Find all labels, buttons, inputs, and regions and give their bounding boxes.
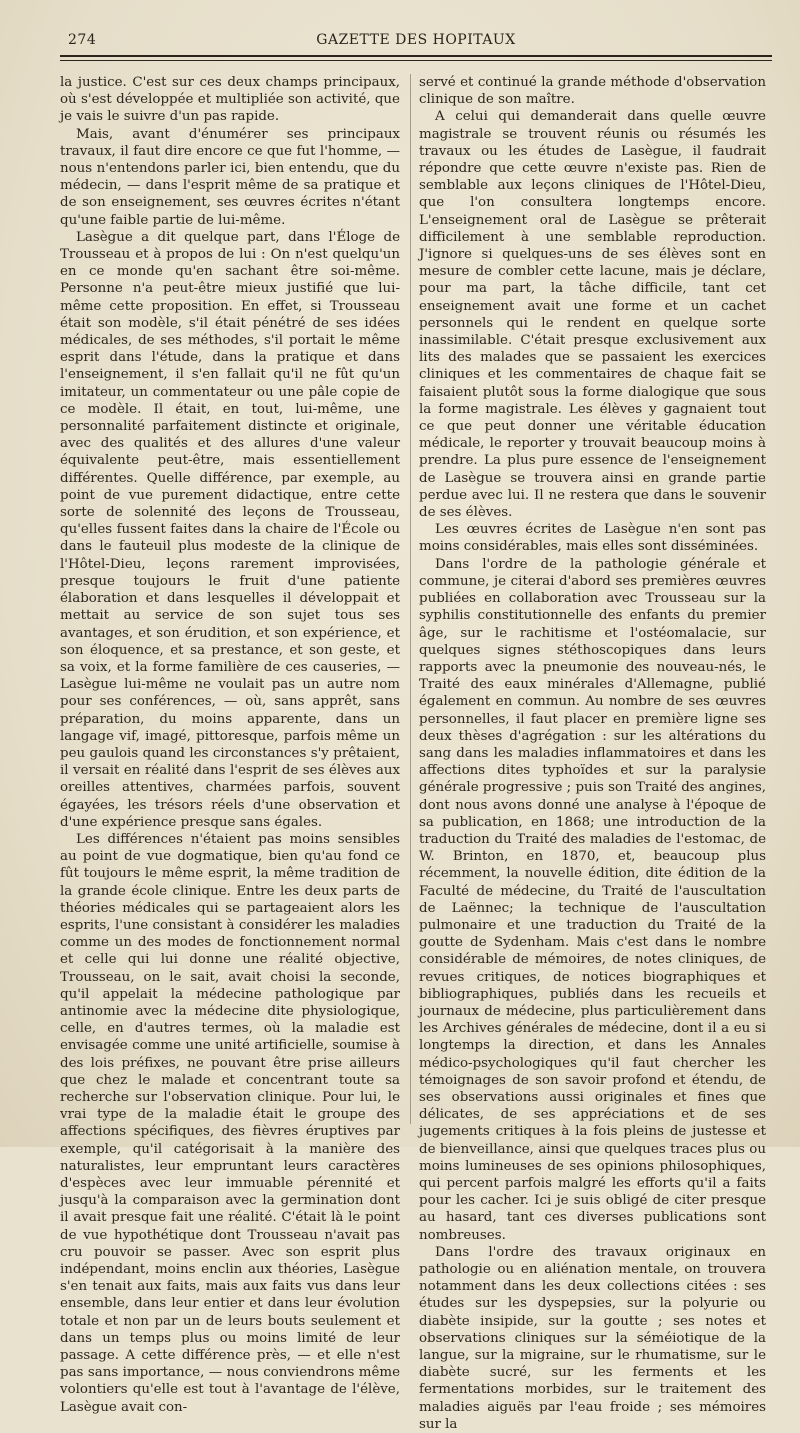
- journal-title: GAZETTE DES HOPITAUX: [316, 32, 516, 48]
- page-header: [60, 30, 772, 54]
- paragraph: Dans l'ordre de la pathologie générale et commune, je citerai d'abord ses premières œuvres publiées en collaboration avec Trousseau sur la syphilis constitutionnelle des enfants du premier âge, sur le rachitisme et l'ostéomalacie, sur quelques signes stéthoscopiques dans leurs rapports avec la pneumonie des nouveau-nés, le Traité des eaux minérales d'Allemagne, publié également en commun. Au nombre de ses œuvres personnelles, il faut placer en première ligne ses deux thèses d'agrégation : sur les altérations du sang dans les maladies inflammatoires et dans les affections dites typhoïdes et sur la paralysie générale progressive ; puis son Traité des angines, dont nous avons donné une analyse à l'époque de sa publication, en 1868; une introduction de la traduction du Traité des maladies de l'estomac, de W. Brinton, en 1870, et, beaucoup plus récemment, la nouvelle édition, dite édition de la Faculté de médecine, du Traité de l'auscultation de Laënnec; la technique de l'auscultation pulmonaire et une traduction du Traité de la goutte de Sydenham. Mais c'est dans le nombre considérable de mémoires, de notes cliniques, de revues critiques, de notices biographiques et bibliographiques, publiés dans les recueils et journaux de médecine, plus particulièrement dans les Archives générales de médecine, dont il a eu si longtemps la direction, et dans les Annales médico-psychologiques qu'il faut chercher les témoignages de son savoir profond et étendu, de ses observations aussi originales et fines que délicates, de ses appréciations et de ses jugements critiques à la fois pleins de justesse et de bienveillance, ainsi que quelques traces plus ou moins lumineuses de ses opinions philosophiques, qui percent parfois malgré les efforts qu'il a faits pour les cacher. Ici je suis obligé de citer presque au hasard, tant ces diverses publications sont nombreuses.: [419, 556, 766, 1243]
- paragraph: Les différences n'étaient pas moins sensibles au point de vue dogmatique, bien qu'au fond ce fût toujours le même esprit, la même tradition de la grande école clinique. Entre les deux parts de théories médicales qui se partageaient alors les esprits, l'une consistant à considérer les maladies comme un des modes de fonctionnement normal et celle qui lui donne une réalité objective, Trousseau, on le sait, avait choisi la seconde, qu'il appelait la médecine pathologique par antinomie avec la médecine dite physiologique, celle, en d'autres termes, où la maladie est envisagée comme une unité artificielle, soumise à des lois préfixes, ne pouvant être prise ailleurs que chez le malade et concentrant toute sa recherche sur l'observation clinique. Pour lui, le vrai type de la maladie était le groupe des affections spécifiques, des fièvres éruptives par exemple, qu'il catégorisait à la manière des naturalistes, leur empruntant leurs caractères d'espèces avec leur immuable pérennité et jusqu'à la comparaison avec la germination dont il avait presque fait une réalité. C'était là le point de vue hypothétique dont Trousseau n'avait pas cru pouvoir se passer. Avec son esprit plus indépendant, moins enclin aux théories, Lasègue s'en tenait aux faits, mais aux faits vus dans leur ensemble, dans leur entier et dans leur évolution totale et non par un de leurs bouts seulement et dans un temps plus ou moins limité de leur passage. A cette différence près, — et elle n'est pas sans importance, — nous conviendrons même volontiers qu'elle est tout à l'avantage de l'élève, Lasègue avait con-: [60, 831, 400, 1415]
- paragraph: Les œuvres écrites de Lasègue n'en sont pas moins considérables, mais elles sont disséminées.: [419, 522, 766, 555]
- right-column: [419, 74, 766, 1433]
- header-rule-thick: [60, 55, 772, 57]
- paragraph: Dans l'ordre des travaux originaux en pathologie ou en aliénation mentale, on trouvera notamment dans les deux collections citées : ses études sur les dyspepsies, sur la polyurie ou diabète insipide, sur la goutte ; ses notes et observations cliniques sur la séméiotique de la langue, sur la migraine, sur le rhumatisme, sur le diabète sucré, sur les ferments et les fermentations morbides, sur le traitement des maladies aiguës par l'eau froide ; ses mémoires sur la: [419, 1244, 766, 1432]
- column-divider: [410, 74, 411, 1124]
- page-number: 274: [68, 32, 97, 48]
- left-column: [60, 74, 400, 1416]
- paragraph: Lasègue a dit quelque part, dans l'Éloge de Trousseau et à propos de lui : On n'est quelqu'un en ce monde qu'en sachant être soi-même. Personne n'a peut-être mieux justifié que lui-même cette proposition. En effet, si Trousseau était son modèle, s'il était pénétré de ses idées médicales, de ses méthodes, s'il portait le même esprit dans l'étude, dans la pratique et dans l'enseignement, il s'en fallait qu'il ne fût qu'un imitateur, un commentateur ou une pâle copie de ce modèle. Il était, en tout, lui-même, une personnalité parfaitement distincte et originale, avec des qualités et des allures d'une valeur équivalente peut-être, mais essentiellement différentes. Quelle différence, par exemple, au point de vue purement didactique, entre cette sorte de solennité des leçons de Trousseau, qu'elles fussent faites dans la chaire de l'École ou dans le fauteuil plus modeste de la clinique de l'Hôtel-Dieu, leçons rarement improvisées, presque toujours le fruit d'une patiente élaboration et dans lesquelles il développait et mettait au service de son sujet tous ses avantages, et son érudition, et son expérience, et son éloquence, et sa prestance, et son geste, et sa voix, et la forme familière de ces causeries, — Lasègue lui-même ne voulait pas un autre nom pour ses conférences, — où, sans apprêt, sans préparation, du moins apparente, dans un langage vif, imagé, pittoresque, parfois même un peu gaulois quand les circonstances s'y prêtaient, il versait en réalité dans l'esprit de ses élèves aux oreilles attentives, charmées parfois, souvent égayées, les trésors réels d'une observation et d'une expérience presque sans égales.: [60, 229, 400, 830]
- paragraph: servé et continué la grande méthode d'observation clinique de son maître.: [419, 75, 766, 108]
- paragraph: A celui qui demanderait dans quelle œuvre magistrale se trouvent réunis ou résumés les travaux ou les études de Lasègue, il faudrait répondre que cette œuvre n'existe pas. Rien de semblable aux leçons cliniques de l'Hôtel-Dieu, que l'on consultera longtemps encore. L'enseignement oral de Lasègue se prêterait difficilement à une semblable reproduction. J'ignore si quelques-uns de ses élèves sont en mesure de combler cette lacune, mais je déclare, pour ma part, la tâche difficile, tant cet enseignement avait une forme et un cachet personnels qui le rendent en quelque sorte inassimilable. C'était presque exclusivement aux lits des malades que se passaient les exercices cliniques et les commentaires de chaque fait se faisaient plutôt sous la forme dialogique que sous la forme magistrale. Les élèves y gagnaient tout ce que peut donner une véritable éducation médicale, le reporter y trouvait beaucoup moins à prendre. La plus pure essence de l'enseignement de Lasègue se trouvera ainsi en grande partie perdue avec lui. Il ne restera que dans le souvenir de ses élèves.: [419, 109, 766, 521]
- paragraph: Mais, avant d'énumérer ses principaux travaux, il faut dire encore ce que fut l'homme, — nous n'entendons parler ici, bien entendu, que du médecin, — dans l'esprit même de sa pratique et de son enseignement, ses œuvres écrites n'étant qu'une faible partie de lui-même.: [60, 126, 400, 228]
- header-rule-thin: [60, 60, 772, 61]
- paragraph: la justice. C'est sur ces deux champs principaux, où s'est développée et multipliée son activité, que je vais le suivre d'un pas rapide.: [60, 75, 400, 125]
